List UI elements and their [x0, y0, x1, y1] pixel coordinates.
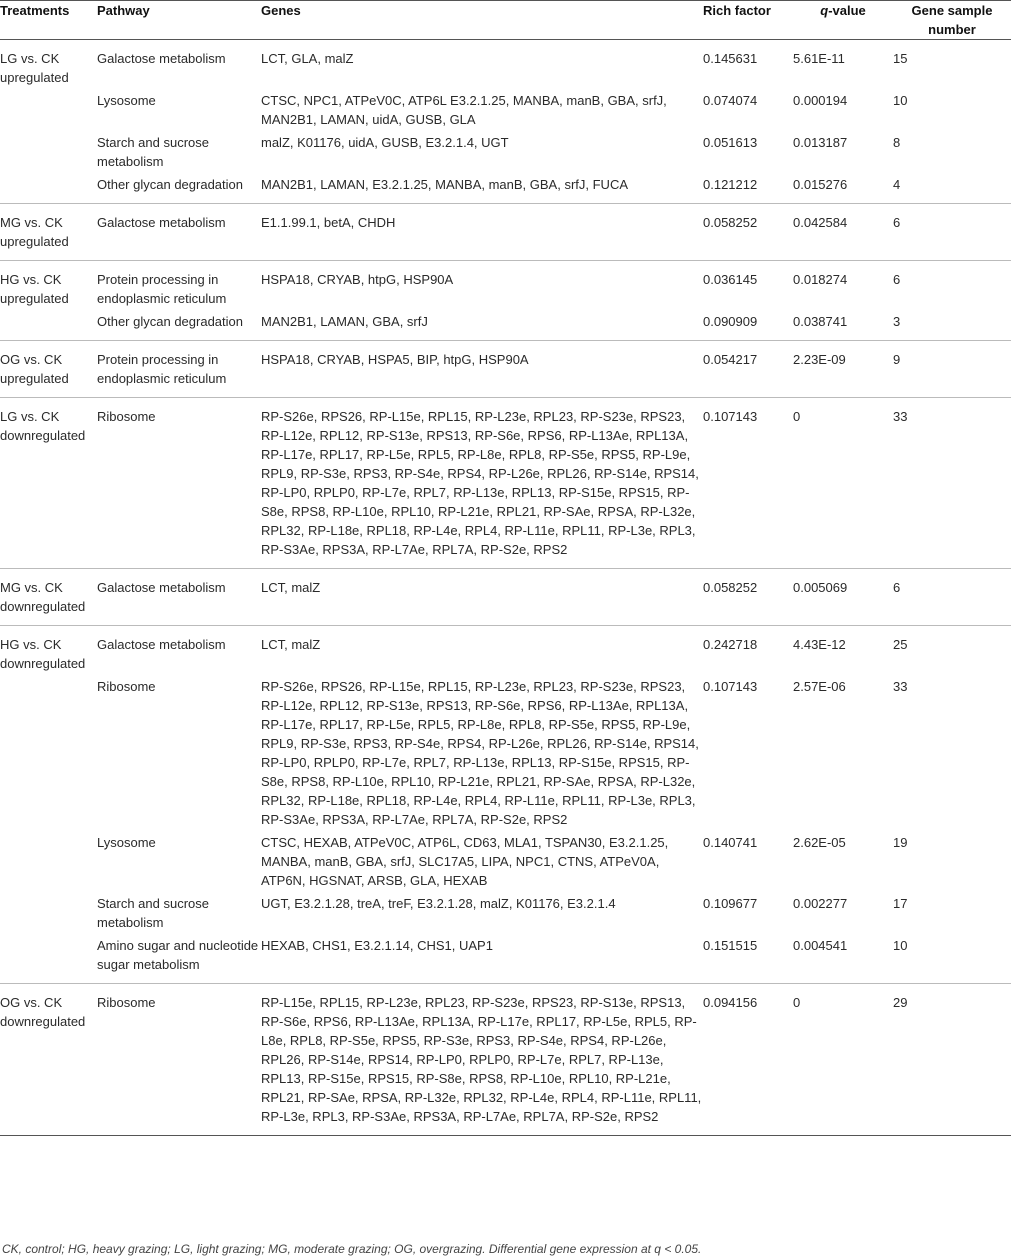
- cell-gene-sample-number: 9: [893, 352, 901, 367]
- table-row: [0, 175, 1011, 204]
- table-footnote: CK, control; HG, heavy grazing; LG, light grazing; MG, moderate grazing; OG, overgrazing. Differential gene expression at q < 0.05.: [2, 1242, 702, 1256]
- cell-pathway: Protein processing in endoplasmic reticulum: [97, 272, 227, 306]
- cell-pathway: Ribosome: [97, 409, 156, 424]
- cell-genes: LCT, GLA, malZ: [261, 51, 354, 66]
- treatment-group: [0, 261, 1011, 341]
- cell-genes: MAN2B1, LAMAN, GBA, srfJ: [261, 314, 428, 329]
- cell-q-value: 0.042584: [793, 215, 848, 230]
- cell-treatment: LG vs. CK downregulated: [0, 409, 86, 443]
- header-rich-factor: Rich factor: [703, 1, 793, 40]
- table-row: [0, 677, 1011, 833]
- cell-q-value: 0.002277: [793, 896, 848, 911]
- cell-gene-sample-number: 25: [893, 637, 908, 652]
- cell-pathway: Amino sugar and nucleotide sugar metabolism: [97, 938, 259, 972]
- cell-pathway: Galactose metabolism: [97, 637, 226, 652]
- cell-pathway: Galactose metabolism: [97, 51, 226, 66]
- treatment-group: [0, 341, 1011, 398]
- cell-q-value: 2.23E-09: [793, 352, 846, 367]
- cell-gene-sample-number: 6: [893, 580, 901, 595]
- cell-gene-sample-number: 8: [893, 135, 901, 150]
- table-row: [0, 91, 1011, 133]
- header-q-suffix: -value: [828, 3, 866, 18]
- cell-gene-sample-number: 17: [893, 896, 908, 911]
- cell-pathway: Lysosome: [97, 835, 156, 850]
- cell-rich-factor: 0.074074: [703, 93, 758, 108]
- cell-genes: MAN2B1, LAMAN, E3.2.1.25, MANBA, manB, GBA, srfJ, FUCA: [261, 177, 629, 192]
- cell-rich-factor: 0.140741: [703, 835, 758, 850]
- treatment-group: [0, 569, 1011, 626]
- cell-q-value: 4.43E-12: [793, 637, 846, 652]
- cell-q-value: 0.015276: [793, 177, 848, 192]
- cell-q-value: 0.013187: [793, 135, 848, 150]
- cell-rich-factor: 0.151515: [703, 938, 758, 953]
- cell-genes: malZ, K01176, uidA, GUSB, E3.2.1.4, UGT: [261, 135, 509, 150]
- cell-gene-sample-number: 15: [893, 51, 908, 66]
- table-row: [0, 984, 1011, 1136]
- cell-gene-sample-number: 4: [893, 177, 901, 192]
- cell-q-value: 0.018274: [793, 272, 848, 287]
- cell-treatment: [0, 677, 97, 833]
- header-treatments: Treatments: [0, 1, 97, 40]
- cell-gene-sample-number: 33: [893, 409, 908, 424]
- treatment-group: [0, 626, 1011, 984]
- header-pathway: Pathway: [97, 1, 261, 40]
- cell-rich-factor: 0.109677: [703, 896, 758, 911]
- cell-rich-factor: 0.242718: [703, 637, 758, 652]
- cell-treatment: [0, 91, 97, 133]
- treatment-group: [0, 40, 1011, 204]
- cell-rich-factor: 0.058252: [703, 580, 758, 595]
- cell-genes: RP-S26e, RPS26, RP-L15e, RPL15, RP-L23e, RPL23, RP-S23e, RPS23, RP-L12e, RPL12, RP-S13e, RPS13, RP-S6e, RPS6, RP-L13Ae, RPL13A, RP-L17e, RPL17, RP-L5e, RPL5, RP-L8e, RPL8, RP-S5e, RPS5, RP-L9e, RPL9, RP-S3e, RPS3, RP-S4e, RPS4, RP-L26e, RPL26, RP-S14e, RPS14, RP-LP0, RPLP0, RP-L7e, RPL7, RP-L13e, RPL13, RP-S15e, RPS15, RP-S8e, RPS8, RP-L10e, RPL10, RP-L21e, RPL21, RP-SAe, RPSA, RP-L32e, RPL32, RP-L18e, RPL18, RP-L4e, RPL4, RP-L11e, RPL11, RP-L3e, RPL3, RP-S3Ae, RPS3A, RP-L7Ae, RPL7A, RP-S2e, RPS2: [261, 679, 699, 827]
- cell-genes: CTSC, NPC1, ATPeV0C, ATP6L E3.2.1.25, MANBA, manB, GBA, srfJ, MAN2B1, LAMAN, uidA, GUSB, GLA: [261, 93, 667, 127]
- cell-gene-sample-number: 6: [893, 215, 901, 230]
- treatment-group: [0, 984, 1011, 1136]
- cell-treatment: OG vs. CK upregulated: [0, 352, 69, 386]
- table-row: [0, 261, 1011, 313]
- cell-pathway: Ribosome: [97, 679, 156, 694]
- cell-pathway: Other glycan degradation: [97, 314, 243, 329]
- table-row: [0, 894, 1011, 936]
- cell-treatment: OG vs. CK downregulated: [0, 995, 86, 1029]
- cell-gene-sample-number: 29: [893, 995, 908, 1010]
- cell-pathway: Protein processing in endoplasmic reticulum: [97, 352, 227, 386]
- table-row: [0, 398, 1011, 569]
- cell-gene-sample-number: 33: [893, 679, 908, 694]
- cell-genes: HSPA18, CRYAB, HSPA5, BIP, htpG, HSP90A: [261, 352, 529, 367]
- cell-treatment: HG vs. CK upregulated: [0, 272, 69, 306]
- table-row: [0, 204, 1011, 261]
- cell-pathway: Galactose metabolism: [97, 580, 226, 595]
- cell-treatment: [0, 833, 97, 894]
- cell-pathway: Galactose metabolism: [97, 215, 226, 230]
- header-q-value: [793, 1, 893, 40]
- cell-genes: CTSC, HEXAB, ATPeV0C, ATP6L, CD63, MLA1, TSPAN30, E3.2.1.25, MANBA, manB, GBA, srfJ, SLC17A5, LIPA, NPC1, CTNS, ATPeV0A, ATP6N, HGSNAT, ARSB, GLA, HEXAB: [261, 835, 669, 888]
- cell-treatment: [0, 312, 97, 341]
- cell-treatment: [0, 133, 97, 175]
- cell-rich-factor: 0.107143: [703, 409, 758, 424]
- cell-treatment: [0, 936, 97, 984]
- cell-genes: LCT, malZ: [261, 637, 321, 652]
- cell-pathway: Starch and sucrose metabolism: [97, 135, 210, 169]
- table-row: [0, 312, 1011, 341]
- table-row: [0, 569, 1011, 626]
- cell-genes: RP-S26e, RPS26, RP-L15e, RPL15, RP-L23e, RPL23, RP-S23e, RPS23, RP-L12e, RPL12, RP-S13e, RPS13, RP-S6e, RPS6, RP-L13Ae, RPL13A, RP-L17e, RPL17, RP-L5e, RPL5, RP-L8e, RPL8, RP-S5e, RPS5, RP-L9e, RPL9, RP-S3e, RPS3, RP-S4e, RPS4, RP-L26e, RPL26, RP-S14e, RPS14, RP-LP0, RPLP0, RP-L7e, RPL7, RP-L13e, RPL13, RP-S15e, RPS15, RP-S8e, RPS8, RP-L10e, RPL10, RP-L21e, RPL21, RP-SAe, RPSA, RP-L32e, RPL32, RP-L18e, RPL18, RP-L4e, RPL4, RP-L11e, RPL11, RP-L3e, RPL3, RP-S3Ae, RPS3A, RP-L7Ae, RPL7A, RP-S2e, RPS2: [261, 409, 699, 557]
- cell-q-value: 0.005069: [793, 580, 848, 595]
- cell-gene-sample-number: 10: [893, 938, 908, 953]
- cell-rich-factor: 0.058252: [703, 215, 758, 230]
- cell-pathway: Other glycan degradation: [97, 177, 243, 192]
- cell-rich-factor: 0.145631: [703, 51, 758, 66]
- cell-pathway: Starch and sucrose metabolism: [97, 896, 210, 930]
- cell-q-value: 0: [793, 995, 801, 1010]
- cell-treatment: [0, 175, 97, 204]
- cell-q-value: 2.62E-05: [793, 835, 846, 850]
- table-row: [0, 833, 1011, 894]
- cell-gene-sample-number: 3: [893, 314, 901, 329]
- cell-treatment: MG vs. CK upregulated: [0, 215, 69, 249]
- cell-gene-sample-number: 10: [893, 93, 908, 108]
- cell-rich-factor: 0.051613: [703, 135, 758, 150]
- cell-treatment: LG vs. CK upregulated: [0, 51, 69, 85]
- cell-treatment: MG vs. CK downregulated: [0, 580, 86, 614]
- cell-rich-factor: 0.036145: [703, 272, 758, 287]
- header-row: [0, 1, 1011, 40]
- cell-genes: E1.1.99.1, betA, CHDH: [261, 215, 396, 230]
- header-genes: Genes: [261, 1, 703, 40]
- cell-gene-sample-number: 19: [893, 835, 908, 850]
- cell-pathway: Lysosome: [97, 93, 156, 108]
- cell-gene-sample-number: 6: [893, 272, 901, 287]
- header-q-letter: q: [820, 3, 829, 18]
- cell-q-value: 0.000194: [793, 93, 848, 108]
- cell-q-value: 0.004541: [793, 938, 848, 953]
- cell-rich-factor: 0.121212: [703, 177, 758, 192]
- cell-rich-factor: 0.054217: [703, 352, 758, 367]
- treatment-group: [0, 204, 1011, 261]
- cell-q-value: 2.57E-06: [793, 679, 846, 694]
- cell-rich-factor: 0.090909: [703, 314, 758, 329]
- cell-genes: RP-L15e, RPL15, RP-L23e, RPL23, RP-S23e, RPS23, RP-S13e, RPS13, RP-S6e, RPS6, RP-L13Ae, RPL13A, RP-L17e, RPL17, RP-L5e, RPL5, RP-L8e, RPL8, RP-S5e, RPS5, RP-S3e, RPS3, RP-S4e, RPS4, RP-L26e, RPL26, RP-S14e, RPS14, RP-LP0, RPLP0, RP-L7e, RPL7, RP-L13e, RPL13, RP-S15e, RPS15, RP-S8e, RPS8, RP-L10e, RPL10, RP-L21e, RPL21, RP-SAe, RPSA, RP-L32e, RPL32, RP-L4e, RPL4, RP-L11e, RPL11, RP-L3e, RPL3, RP-S3Ae, RPS3A, RP-L7Ae, RPL7A, RP-S2e, RPS2: [261, 995, 702, 1124]
- cell-q-value: 0.038741: [793, 314, 848, 329]
- cell-genes: UGT, E3.2.1.28, treA, treF, E3.2.1.28, malZ, K01176, E3.2.1.4: [261, 896, 616, 911]
- cell-genes: HSPA18, CRYAB, htpG, HSP90A: [261, 272, 454, 287]
- cell-rich-factor: 0.107143: [703, 679, 758, 694]
- table-header: [0, 1, 1011, 40]
- cell-genes: LCT, malZ: [261, 580, 321, 595]
- table-row: [0, 341, 1011, 398]
- table-row: [0, 936, 1011, 984]
- table-row: [0, 626, 1011, 678]
- cell-treatment: HG vs. CK downregulated: [0, 637, 86, 671]
- table-row: [0, 133, 1011, 175]
- cell-pathway: Ribosome: [97, 995, 156, 1010]
- cell-treatment: [0, 894, 97, 936]
- treatment-group: [0, 398, 1011, 569]
- table-row: [0, 40, 1011, 92]
- cell-q-value: 5.61E-11: [793, 51, 845, 66]
- cell-genes: HEXAB, CHS1, E3.2.1.14, CHS1, UAP1: [261, 938, 493, 953]
- cell-rich-factor: 0.094156: [703, 995, 758, 1010]
- header-gene-sample-number: Gene sample number: [893, 1, 1011, 40]
- cell-q-value: 0: [793, 409, 801, 424]
